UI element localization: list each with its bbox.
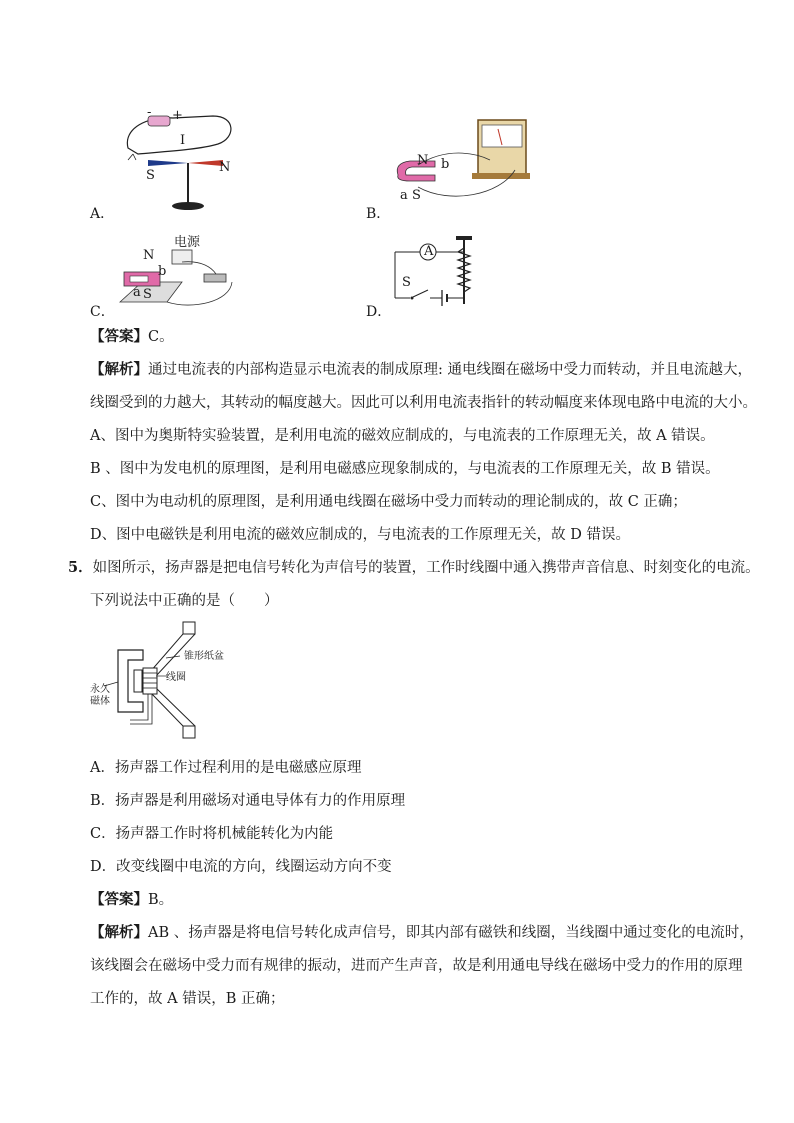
q5-option-d: D．改变线圈中电流的方向，线圈运动方向不变 [90,859,392,875]
fig-c-n: N [143,248,155,263]
fig-a-minus: - [147,105,152,120]
q4-analysis-d: D、图中电磁铁是利用电流的磁效应制成的，与电流表的工作原理无关，故 D 错误。 [90,527,630,543]
option-c-letter: C． [90,304,115,320]
q5-option-b: B．扬声器是利用磁场对通电导体有力的作用原理 [90,793,406,809]
loudspeaker-coil-label: 线圈 [166,672,186,683]
q5-answer-label: 【答案】 [90,891,148,908]
loudspeaker-cone-label: 锥形纸盆 [184,651,224,662]
q4-answer [90,325,174,346]
q5-stem-line-1 [68,556,760,577]
figure-d-electromagnet [390,234,480,314]
fig-b-a: a [400,188,408,203]
q4-analysis-a: A、图中为奥斯特实验装置，是利用电流的磁效应制成的，与电流表的工作原理无关，故 A 错误。 [90,428,715,444]
q4-answer-value: C。 [148,329,174,345]
fig-c-b: b [158,264,167,279]
q5-analysis-line-2: 该线圈会在磁场中受力而有规律的振动，进而产生声音，故是利用通电导线在磁场中受力的作用的原理 [90,958,743,974]
loudspeaker-magnet-label-1: 永久 [90,684,110,695]
q5-number: 5． [68,559,93,576]
q4-analysis-line-1 [90,358,752,379]
q5-stem-text-1: 如图所示，扬声器是把电信号转化为声信号的装置，工作时线圈中通入携带声音信息、时刻变化的电流。 [92,560,760,576]
fig-a-plus: + [172,108,183,123]
fig-c-power-label: 电源 [174,235,201,250]
q5-option-c: C．扬声器工作时将机械能转化为内能 [90,826,334,842]
fig-d-switch: S [402,275,411,290]
q4-analysis-text-1: 通过电流表的内部构造显示电流表的制成原理: 通电线圈在磁场中受力而转动，并且电流越大， [148,362,752,378]
q4-analysis-c: C、图中为电动机的原理图，是利用通电线圈在磁场中受力而转动的理论制成的，故 C 正确； [90,494,687,510]
fig-a-current: I [180,133,186,148]
q4-analysis-label: 【解析】 [90,361,148,378]
fig-b-b: b [441,157,450,172]
option-a-letter: A． [90,206,115,222]
q5-answer-value: B。 [148,892,174,908]
fig-c-s: S [143,287,152,302]
fig-b-n: N [417,153,429,168]
q5-analysis-line-1 [90,921,754,942]
fig-c-a: a [133,285,141,300]
fig-a-n: N [219,160,231,175]
q5-option-a: A．扬声器工作过程利用的是电磁感应原理 [90,760,362,776]
q4-answer-label: 【答案】 [90,328,148,345]
fig-d-ammeter: A [424,244,434,259]
loudspeaker-magnet-label-2: 磁体 [90,696,110,707]
fig-b-s: S [412,188,421,203]
q5-analysis-text-1: AB 、扬声器是将电信号转化成声信号，即其内部有磁铁和线圈，当线圈中通过变化的电流时， [148,925,754,941]
q4-analysis-b: B 、图中为发电机的原理图，是利用电磁感应现象制成的，与电流表的工作原理无关，故 B 错误。 [90,461,720,477]
q5-answer [90,888,173,909]
q5-analysis-label: 【解析】 [90,924,148,941]
q5-analysis-line-3: 工作的，故 A 错误，B 正确； [90,991,285,1007]
q5-stem-line-2: 下列说法中正确的是（ ） [90,593,279,609]
q4-analysis-line-2: 线圈受到的力越大，其转动的幅度越大。因此可以利用电流表指针的转动幅度来体现电路中电流的大小。 [90,395,757,411]
fig-a-s: S [146,168,155,183]
option-d-letter: D． [366,304,392,320]
option-b-letter: B． [366,206,391,222]
figure-b-generator [390,115,530,205]
